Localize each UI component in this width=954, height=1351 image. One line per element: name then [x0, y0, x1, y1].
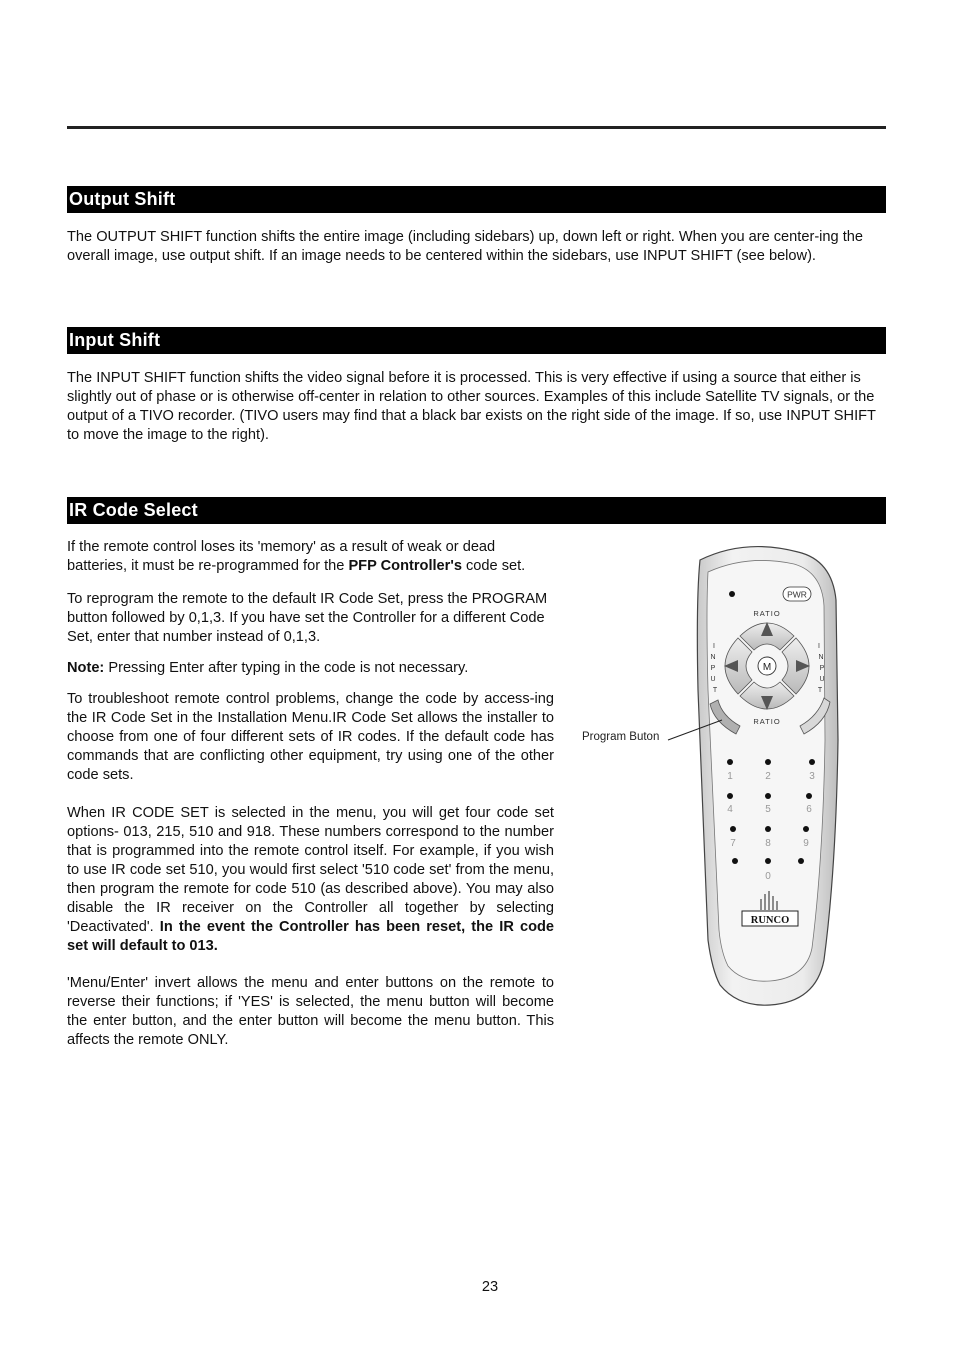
ir-para-memory-bold: PFP Controller's	[348, 558, 462, 574]
key-6-button[interactable]	[806, 793, 812, 799]
brand-name: RUNCO	[750, 915, 790, 926]
input-left-letter: I	[713, 643, 715, 650]
ir-para-code-set-text: When IR CODE SET is selected in the menu, you will get four code set options- 013, 215, 510 and 918. These numbers correspond to the number that is programmed into the remote control itself. For example, if you wish to use IR code set 510, you would first select '510 code set' from the menu, then program the remote for code 510 (as described above). You may also disable the IR receiver on the Controller all together by selecting 'Deactivated'.	[67, 805, 554, 935]
program-button-callout: Program Buton	[582, 731, 660, 743]
ir-para-memory-end: code set.	[461, 558, 526, 574]
remote-control-illustration	[660, 540, 840, 1010]
input-shift-body: The INPUT SHIFT function shifts the video signal before it is processed. This is very effective if using a source that either is slightly out of phase or is otherwise off-center in relation to other sources. Examples of this include Satellite TV signals, or the output of a TIVO recorder. (TIVO users may find that a black bar exists on the right side of the image. If so, use INPUT SHIFT to move the image to the right).	[67, 370, 876, 443]
key-label: 0	[765, 871, 771, 882]
output-shift-body: The OUTPUT SHIFT function shifts the entire image (including sidebars) up, down left or right. When you are center-ing the overall image, use output shift. If an image needs to be centered within the sidebars, use INPUT SHIFT (see below).	[67, 229, 864, 264]
section-heading-input-shift: Input Shift	[67, 327, 886, 354]
key-1-button[interactable]	[727, 759, 733, 765]
note-text: Pressing Enter after typing in the code is not necessary.	[104, 660, 469, 676]
key-3-button[interactable]	[809, 759, 815, 765]
key-label: 7	[730, 838, 736, 849]
key-label: 3	[809, 771, 815, 782]
input-right-letter: T	[817, 687, 823, 694]
ir-para-memory-text: If the remote control loses its 'memory' as a result of weak or dead batteries, it must be re-programmed for the	[67, 539, 496, 574]
ir-para-code-set-bold: In the event the Controller has been reset, the IR code set will default to 013.	[67, 919, 555, 954]
input-left-letter: T	[712, 687, 718, 694]
menu-center-label: M	[762, 662, 772, 673]
led-indicator	[729, 591, 735, 597]
page-number: 23	[481, 1279, 499, 1295]
input-left-letter: N	[710, 654, 716, 661]
input-right-letter: I	[818, 643, 820, 650]
key-4-button[interactable]	[727, 793, 733, 799]
callout-leader-line	[660, 700, 730, 750]
key-label: 1	[727, 771, 733, 782]
ir-para-note	[67, 659, 554, 678]
power-label: PWR	[787, 589, 807, 600]
input-right-letter: U	[819, 676, 825, 683]
key-label: 4	[727, 804, 733, 815]
top-rule	[67, 126, 886, 129]
key-label: 8	[765, 838, 771, 849]
ir-para-menu-enter: 'Menu/Enter' invert allows the menu and enter buttons on the remote to reverse their functions; if 'YES' is selected, the menu button will become the enter button, and the enter button will become the menu button. This affects the remote ONLY.	[67, 975, 554, 1048]
key-extra-right-button[interactable]	[798, 858, 804, 864]
key-extra-left-button[interactable]	[732, 858, 738, 864]
input-left-letter: U	[710, 676, 716, 683]
key-0-button[interactable]	[765, 858, 771, 864]
section-heading-ir-code-select: IR Code Select	[67, 497, 886, 524]
ir-para-code-set	[67, 804, 554, 956]
key-2-button[interactable]	[765, 759, 771, 765]
ratio-top-label: RATIO	[753, 609, 781, 618]
input-left-letter: P	[710, 665, 716, 672]
ir-para-memory	[67, 538, 554, 576]
key-label: 6	[806, 804, 812, 815]
key-label: 2	[765, 771, 771, 782]
ir-para-troubleshoot: To troubleshoot remote control problems, change the code by access-ing the IR Code Set in the Installation Menu.IR Code Set allows the installer to choose from one of four different sets of IR codes. If the default code has commands that are conflicting other equipment, try using one of the other code sets.	[67, 691, 554, 783]
key-label: 9	[803, 838, 809, 849]
section-heading-output-shift: Output Shift	[67, 186, 886, 213]
ratio-bottom-label: RATIO	[753, 717, 781, 726]
key-5-button[interactable]	[765, 793, 771, 799]
input-right-letter: N	[818, 654, 824, 661]
ir-para-reprogram: To reprogram the remote to the default IR Code Set, press the PROGRAM button followed by 0,1,3. If you have set the Controller for a different Code Set, enter that number instead of 0,1,3.	[67, 591, 548, 645]
key-8-button[interactable]	[765, 826, 771, 832]
note-label: Note:	[67, 660, 105, 676]
key-label: 5	[765, 804, 771, 815]
input-right-letter: P	[819, 665, 825, 672]
key-9-button[interactable]	[803, 826, 809, 832]
key-7-button[interactable]	[730, 826, 736, 832]
